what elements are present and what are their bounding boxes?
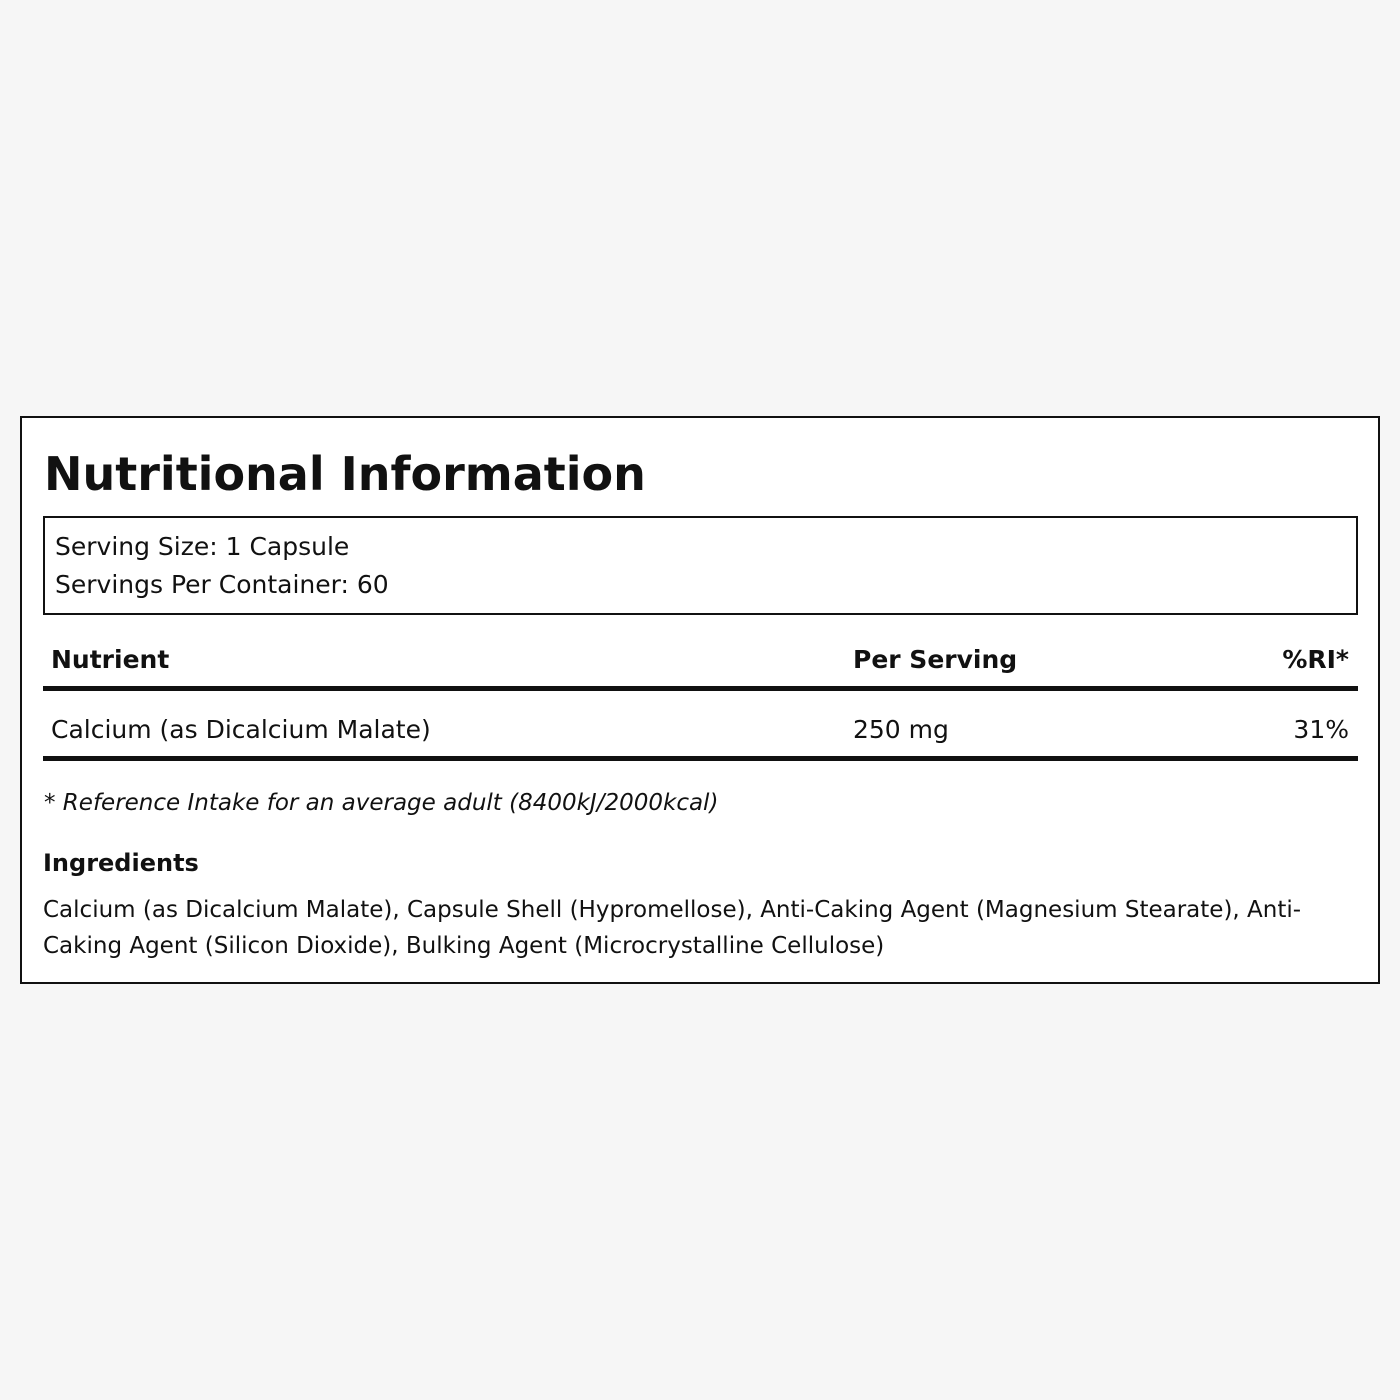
ingredients-heading: Ingredients: [43, 849, 199, 877]
header-per-serving: Per Serving: [853, 645, 1018, 674]
servings-per-container: Servings Per Container: 60: [55, 570, 389, 599]
row-ri: 31%: [1293, 715, 1349, 744]
row-nutrient-name: Calcium (as Dicalcium Malate): [51, 715, 431, 744]
header-ri: %RI*: [1282, 645, 1349, 674]
header-divider: [43, 686, 1358, 691]
row-per-serving: 250 mg: [853, 715, 949, 744]
row-divider: [43, 756, 1358, 761]
ingredients-list: Calcium (as Dicalcium Malate), Capsule Shell (Hypromellose), Anti-Caking Agent (Magnesium Stearate), Anti-Caking Agent (Silicon Dioxide), Bulking Agent (Microcrystalline Cellulose): [43, 897, 1302, 959]
header-nutrient: Nutrient: [51, 645, 170, 674]
ri-footnote: * Reference Intake for an average adult (8400kJ/2000kcal): [44, 790, 719, 816]
nutrition-title: Nutritional Information: [44, 447, 646, 501]
nutrition-panel: [20, 416, 1380, 984]
serving-size: Serving Size: 1 Capsule: [55, 532, 350, 561]
serving-info-box: [43, 516, 1358, 615]
